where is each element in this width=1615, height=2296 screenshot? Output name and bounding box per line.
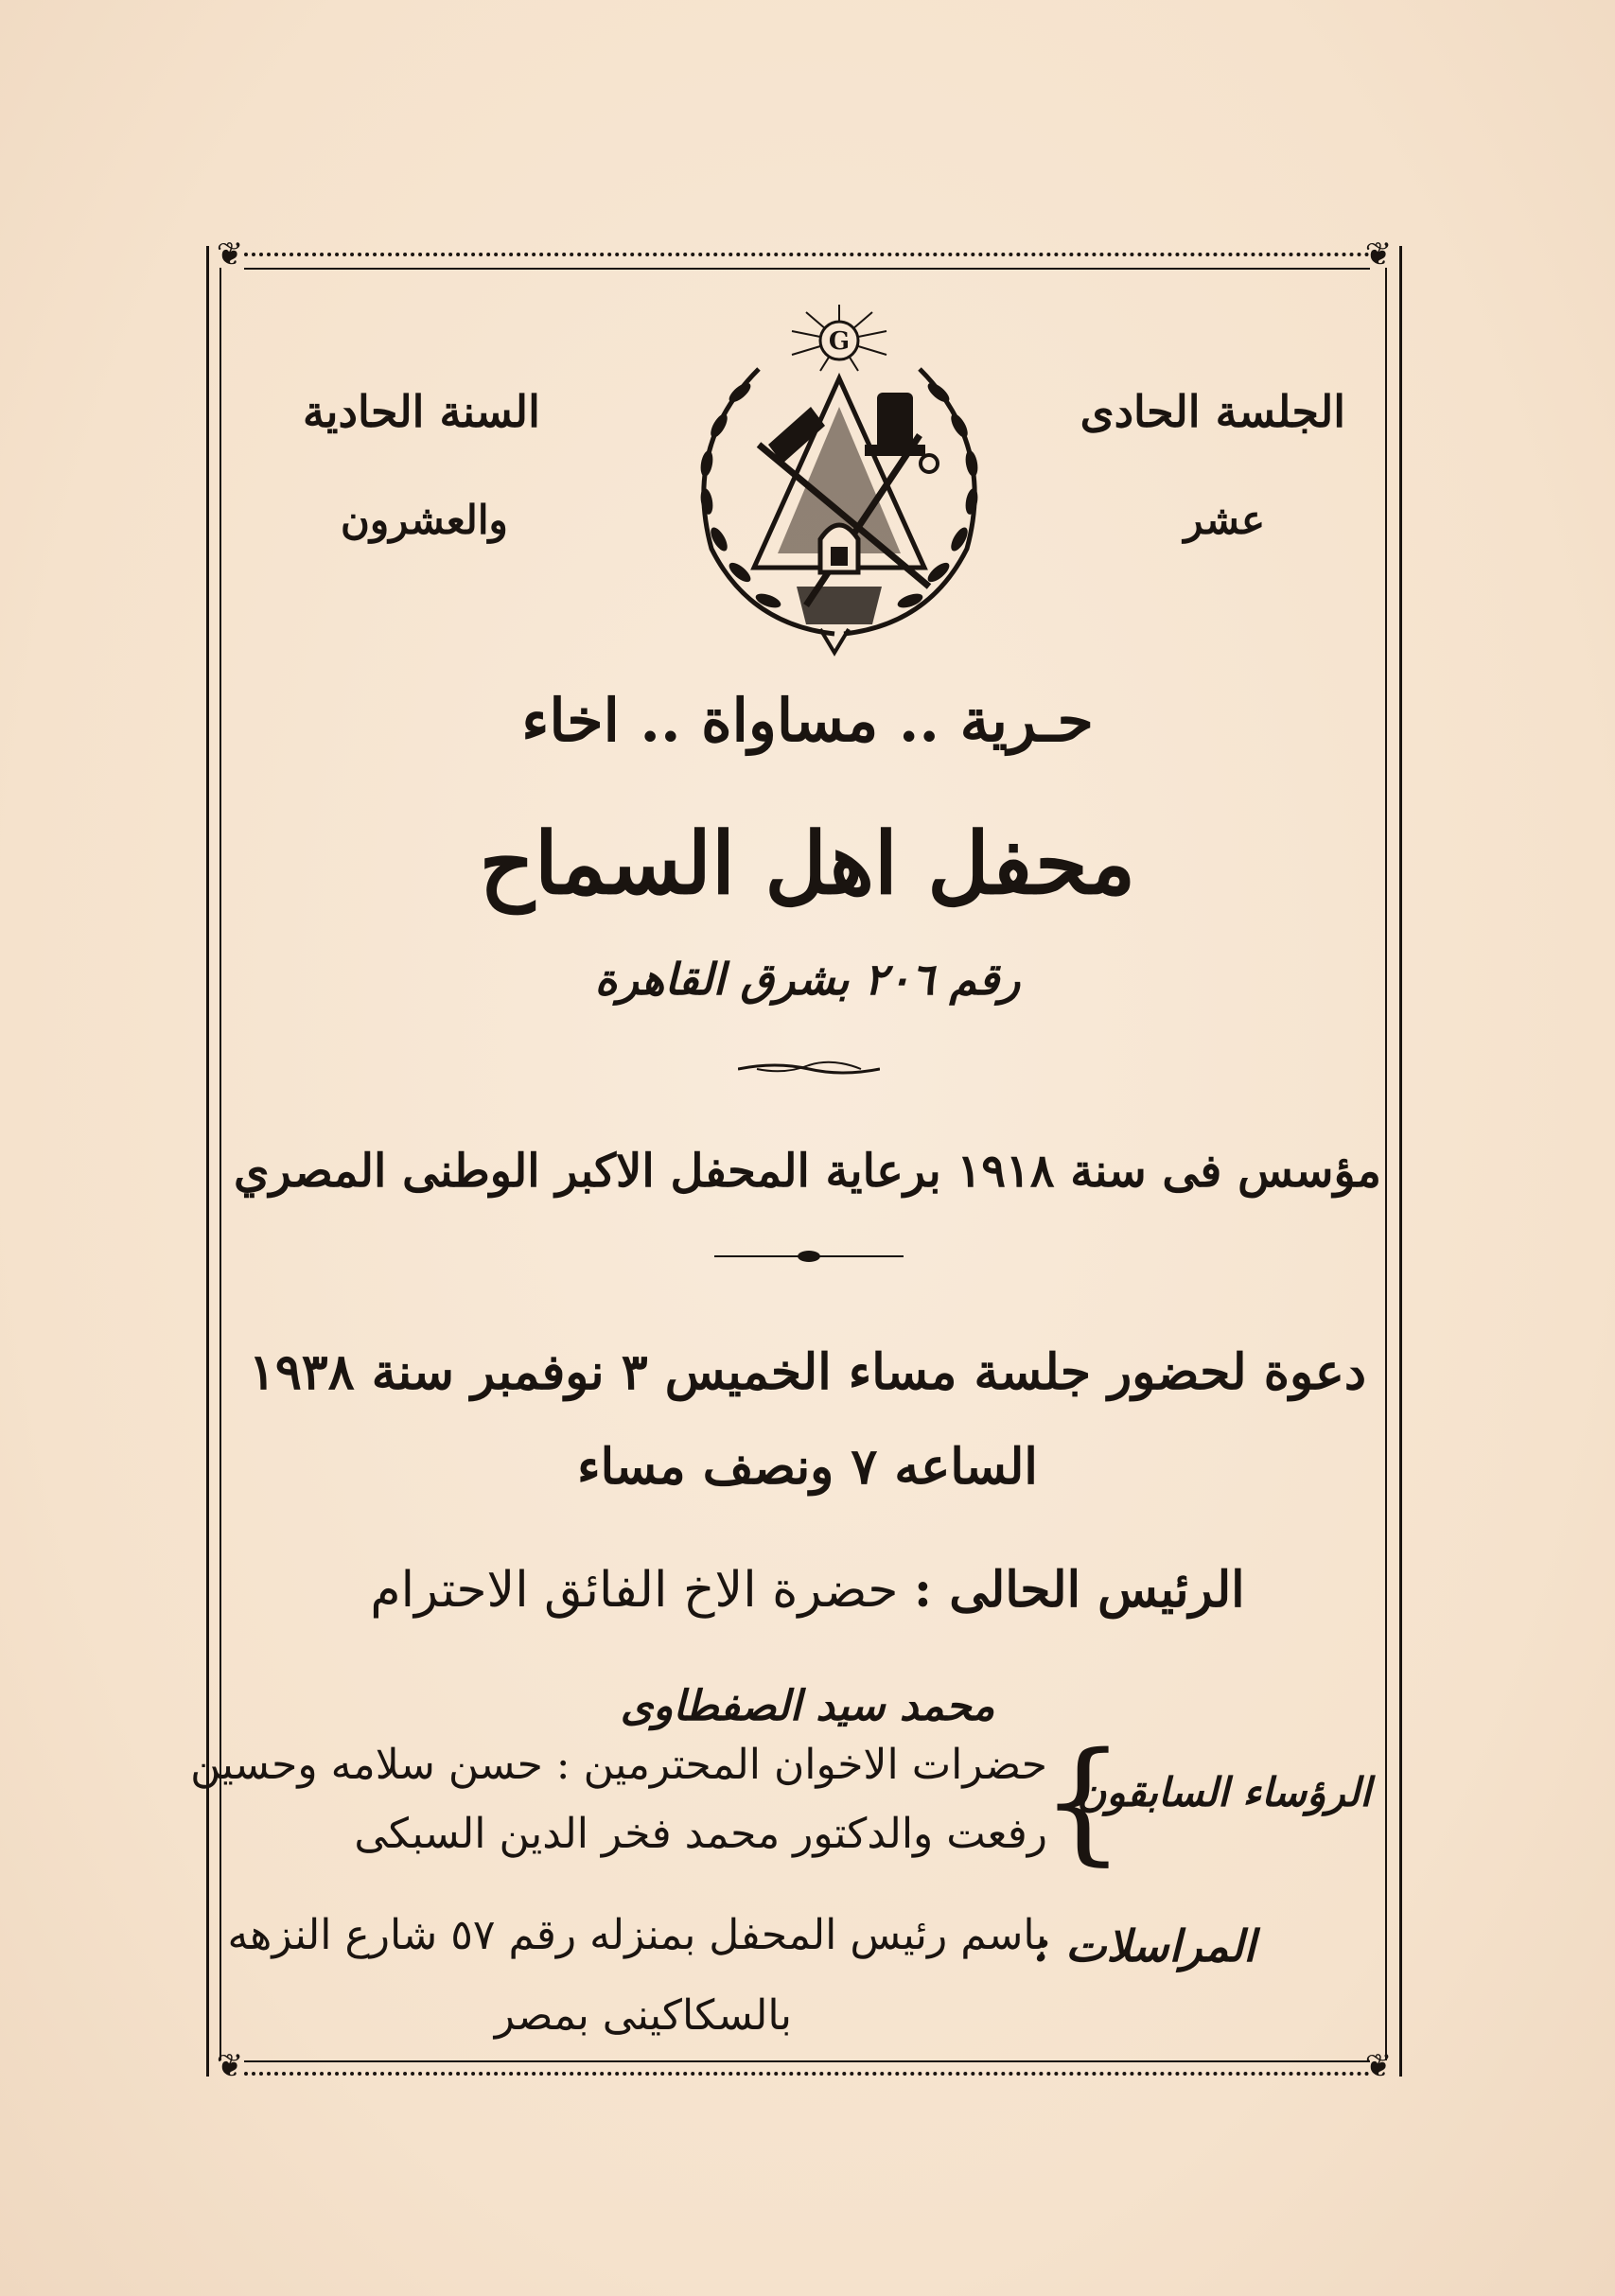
president-title: حضرة الاخ الفائق الاحترام	[370, 1562, 899, 1619]
corner-ornament-icon: ❦	[216, 236, 244, 273]
corner-ornament-icon: ❦	[1364, 2047, 1393, 2085]
president-name: محمد سيد الصفطاوى	[620, 1682, 995, 1730]
masonic-emblem-icon	[645, 303, 1033, 662]
corner-ornament-icon: ❦	[216, 2047, 244, 2085]
current-president-line	[0, 1561, 1615, 1619]
lodge-number: رقم ٢٠٦ بشرق القاهرة	[594, 954, 1021, 1005]
frame-bottom-dotted	[244, 2072, 1370, 2076]
former-presidents-label: الرؤساء السابقون	[1077, 1769, 1371, 1815]
former-presidents-line2: رفعت والدكتور محمد فخر الدين السبكى	[354, 1810, 1047, 1858]
correspondence-label: المراسلات :	[1034, 1920, 1255, 1972]
session-number-line1: الجلسة الحادى	[1080, 386, 1345, 437]
lodge-name: محفل اهل السماح	[479, 814, 1136, 914]
frame-bottom-line	[244, 2060, 1370, 2062]
emblem-letter: G	[828, 327, 851, 356]
session-number-line2: عشر	[1184, 497, 1265, 543]
correspondence-line1: باسم رئيس المحفل بمنزله رقم ٥٧ شارع النزهه	[227, 1911, 1047, 1959]
former-presidents-line1: حضرات الاخوان المحترمين : حسن سلامه وحسين	[190, 1741, 1047, 1789]
ornament-divider	[714, 1247, 904, 1266]
president-label: الرئيس الحالى :	[913, 1561, 1245, 1619]
lodge-motto: حـرية .. مساواة .. اخاء	[521, 686, 1094, 755]
frame-top-dotted	[244, 253, 1370, 256]
ornament-divider	[738, 1058, 880, 1080]
meeting-time: الساعه ٧ ونصف مساء	[577, 1438, 1038, 1496]
founding-statement: مؤسس فى سنة ١٩١٨ برعاية المحفل الاكبر الوطنى المصري	[233, 1145, 1382, 1198]
year-number-line1: السنة الحادية	[303, 386, 540, 437]
corner-ornament-icon: ❦	[1364, 236, 1393, 273]
invitation-line: دعوة لحضور جلسة مساء الخميس ٣ نوفمبر سنة ١٩٣٨	[248, 1343, 1367, 1401]
correspondence-line2: بالسكاكينى بمصر	[494, 1991, 792, 2040]
year-number-line2: والعشرون	[341, 497, 508, 543]
frame-top-line	[244, 268, 1370, 270]
brace-icon: {	[1041, 1725, 1126, 1879]
